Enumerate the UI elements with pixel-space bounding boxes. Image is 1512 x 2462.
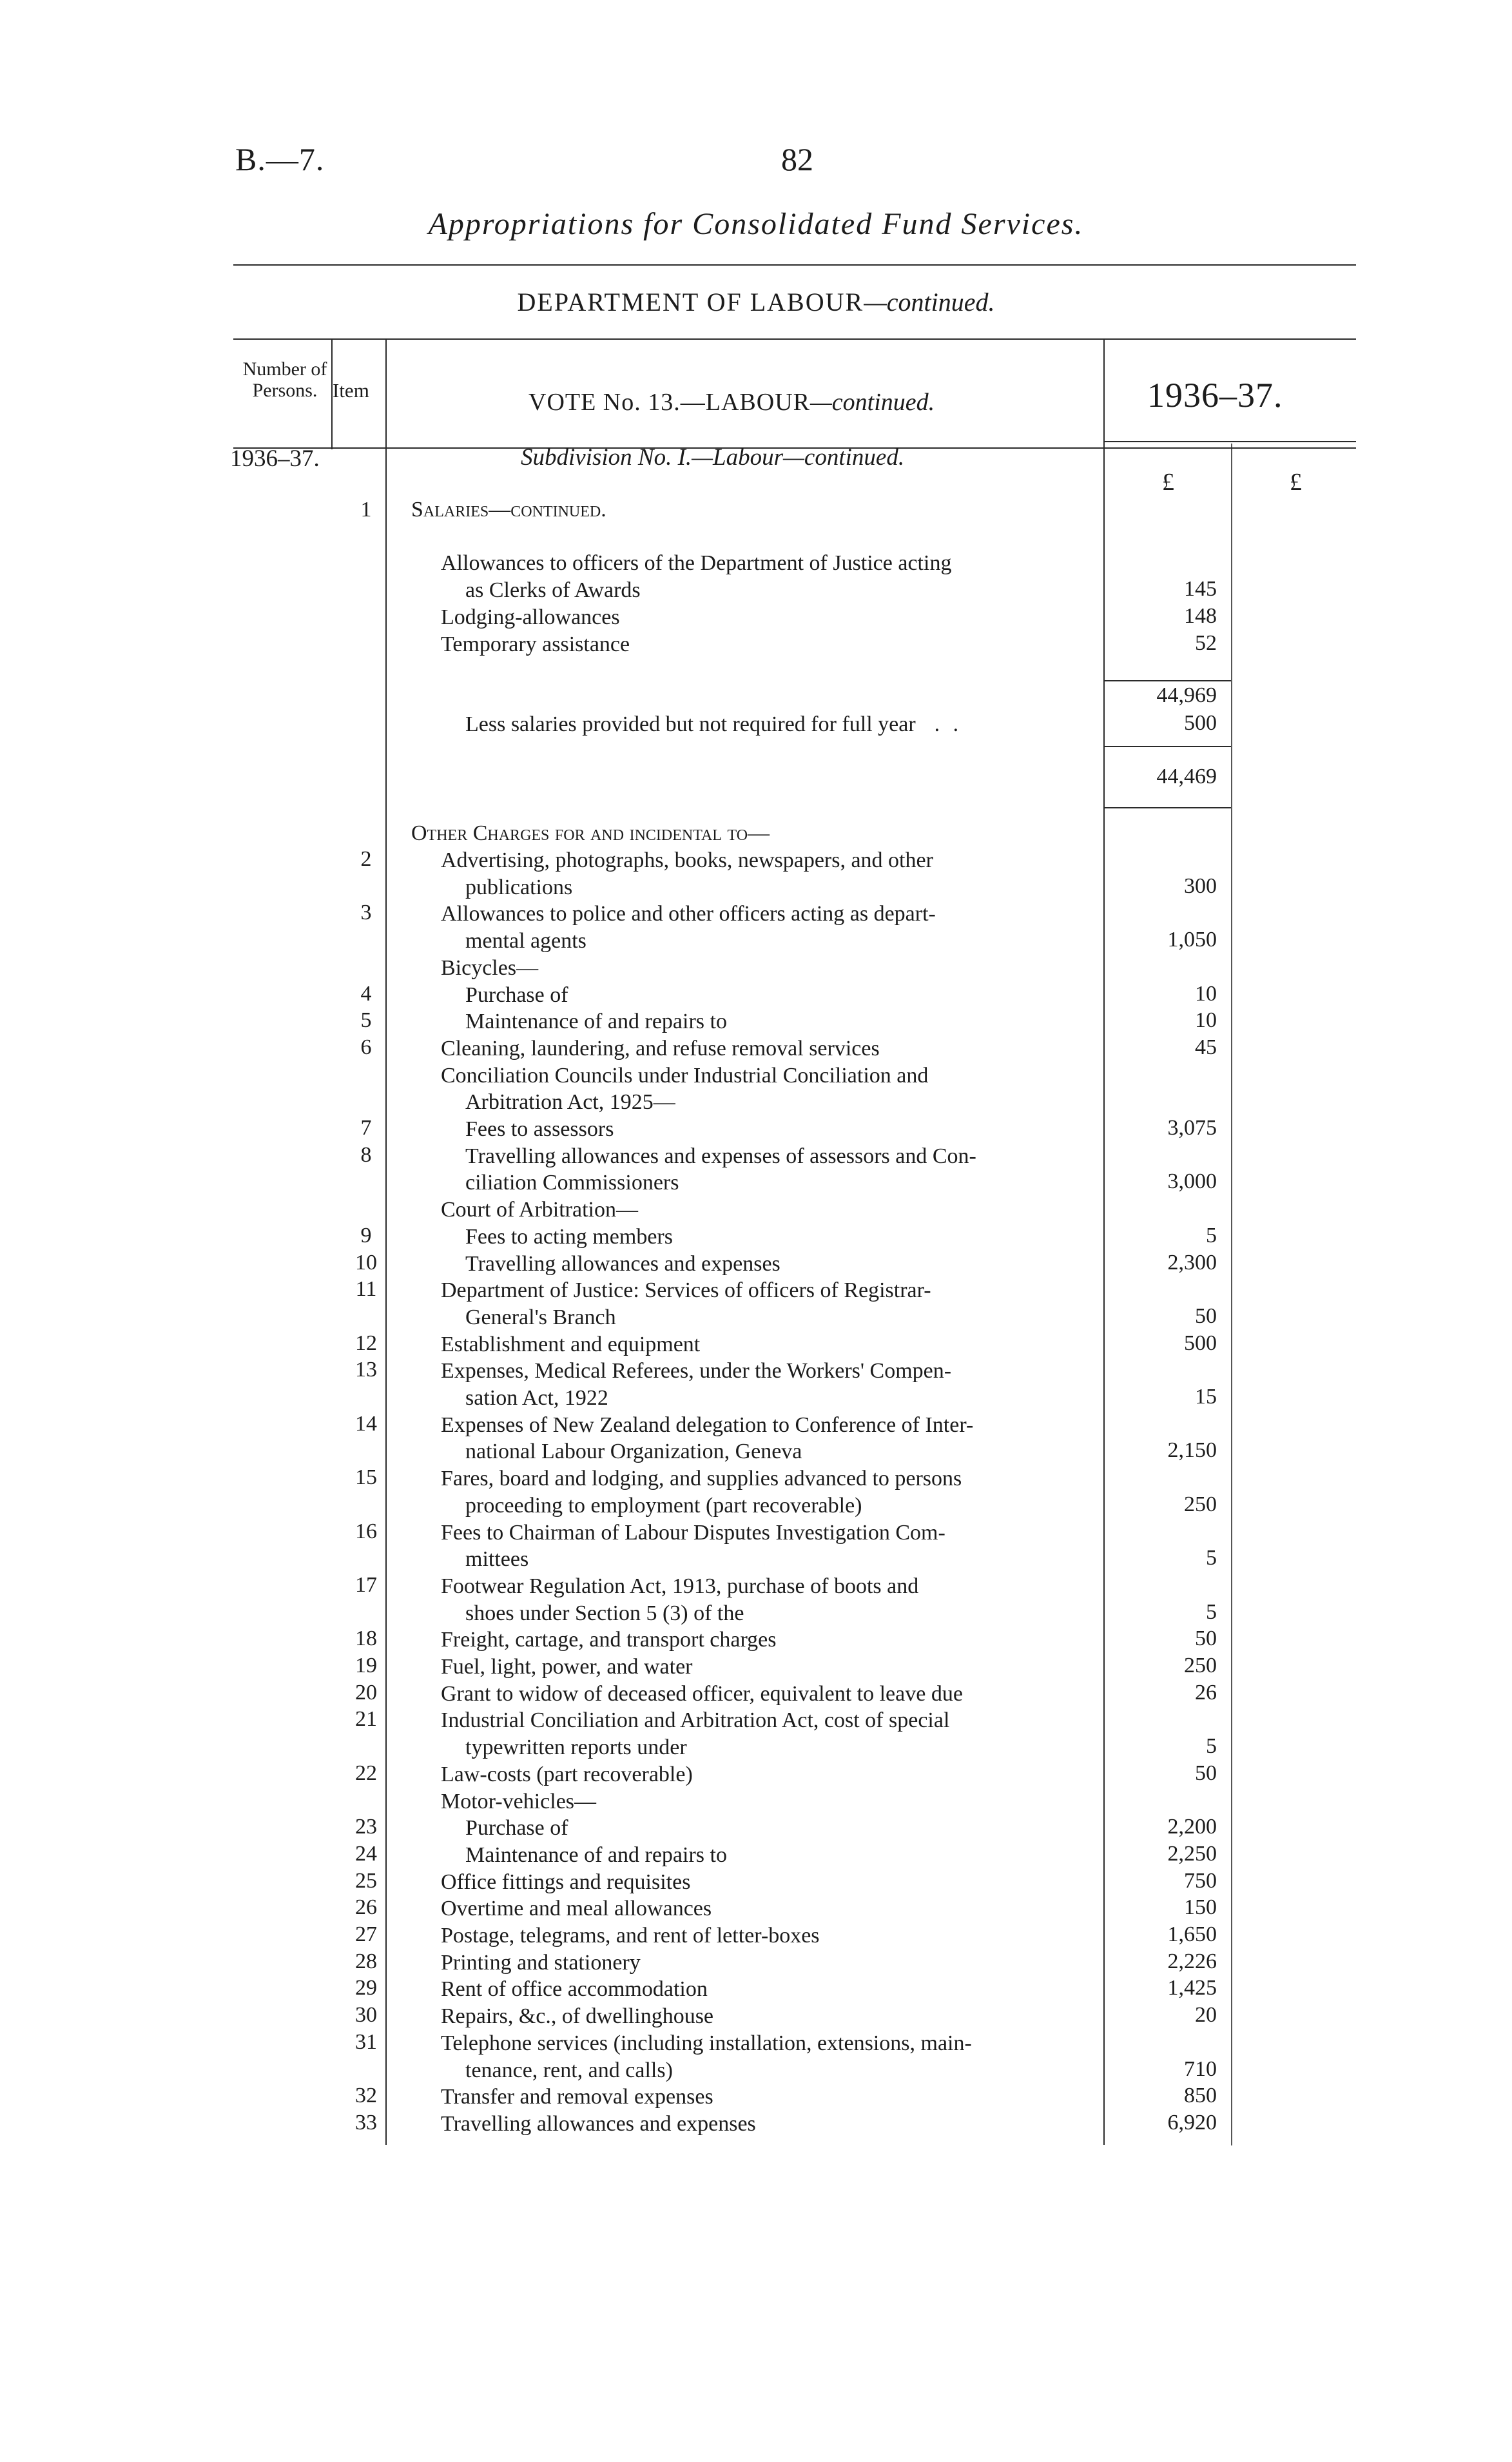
line-text: Purchase of: [465, 1816, 568, 1841]
line-amount: 5: [1206, 1734, 1217, 1759]
item-number: 12: [355, 1331, 377, 1355]
number-of-persons-header: Number of Persons.: [242, 358, 327, 401]
line-text: ciliation Commissioners: [465, 1171, 679, 1195]
line-amount: 50: [1195, 1627, 1217, 1651]
line-text: Overtime and meal allowances: [441, 1897, 712, 1921]
amount-mid-rule: [1231, 444, 1232, 2145]
line-amount: 10: [1195, 981, 1217, 1006]
line-amount: 1,425: [1167, 1976, 1217, 2000]
line-text: Department of Justice: Services of officers of Registrar-: [441, 1278, 931, 1303]
item-number: 13: [355, 1358, 377, 1382]
item-header: Item: [333, 379, 369, 402]
item-number: 26: [355, 1895, 377, 1920]
line-amount: 300: [1184, 874, 1217, 898]
item-number: 8: [360, 1142, 372, 1167]
line-text: Footwear Regulation Act, 1913, purchase of boots and: [441, 1574, 919, 1598]
line-amount: 15: [1195, 1385, 1217, 1409]
item-number: 5: [360, 1008, 372, 1033]
total-rule: [1103, 746, 1231, 747]
line-text: Cleaning, laundering, and refuse removal services: [441, 1036, 880, 1060]
item-number: 3: [360, 901, 372, 925]
line-text: Freight, cartage, and transport charges: [441, 1628, 777, 1652]
line-amount: 850: [1184, 2084, 1217, 2108]
line-amount: 6,920: [1167, 2110, 1217, 2135]
line-text: Expenses, Medical Referees, under the Workers' Compen-: [441, 1359, 952, 1383]
line-amount: 26: [1195, 1680, 1217, 1705]
item-number: 30: [355, 2003, 377, 2027]
line-text: shoes under Section 5 (3) of the: [465, 1601, 744, 1625]
line-amount: 50: [1195, 1761, 1217, 1785]
line-text: Telephone services (including installation, extensions, main-: [441, 2031, 972, 2055]
line-text: Transfer and removal expenses: [441, 2085, 713, 2109]
year-right: 1936–37.: [1147, 376, 1283, 415]
dot-leader: . .: [915, 712, 963, 736]
page-title: Appropriations for Consolidated Fund Services.: [428, 207, 1084, 241]
line-amount: 45: [1195, 1035, 1217, 1059]
line-text: Postage, telegrams, and rent of letter-boxes: [441, 1924, 820, 1948]
line-text: Rent of office accommodation: [441, 1977, 708, 2002]
line-text: Advertising, photographs, books, newspapers, and other: [441, 848, 933, 872]
item-number: 27: [355, 1922, 377, 1946]
line-amount: 50: [1195, 1304, 1217, 1328]
line-text: Purchase of: [465, 982, 568, 1007]
year-underline: [1103, 441, 1356, 442]
title-rule: [233, 264, 1356, 266]
line-amount: 145: [1184, 577, 1217, 601]
line-amount: 750: [1184, 1868, 1217, 1893]
line-text: as Clerks of Awards: [465, 578, 641, 602]
item-number: 25: [355, 1868, 377, 1893]
line-text: General's Branch: [465, 1305, 616, 1329]
item-number: 16: [355, 1519, 377, 1543]
line-text: Travelling allowances and expenses: [441, 2111, 756, 2136]
line-amount: 52: [1195, 631, 1217, 655]
item-number: 22: [355, 1761, 377, 1785]
line-text: Travelling allowances and expenses of assessors and Con-: [465, 1144, 976, 1168]
line-amount: 5: [1206, 1599, 1217, 1624]
subtotal-rule: [1103, 680, 1231, 681]
pound-sign-right: £: [1290, 469, 1302, 496]
line-amount: 2,300: [1167, 1250, 1217, 1275]
item-number: 20: [355, 1680, 377, 1705]
line-text: national Labour Organization, Geneva: [465, 1440, 802, 1464]
line-amount: 3,000: [1167, 1169, 1217, 1194]
line-text: Law-costs (part recoverable): [441, 1762, 693, 1786]
department-heading: [0, 287, 1512, 317]
item-number: 4: [360, 981, 372, 1006]
less-salaries-text: [465, 711, 962, 738]
line-text: Office fittings and requisites: [441, 1870, 691, 1894]
line-amount: 1,050: [1167, 928, 1217, 952]
salaries-item-number: 1: [360, 498, 372, 522]
item-number: 14: [355, 1411, 377, 1436]
line-text: mental agents: [465, 929, 586, 953]
line-amount: 250: [1184, 1492, 1217, 1516]
line-text: Expenses of New Zealand delegation to Conference of Inter-: [441, 1412, 974, 1437]
line-text: mittees: [465, 1547, 529, 1572]
item-number: 33: [355, 2110, 377, 2135]
item-number: 24: [355, 1841, 377, 1866]
line-text: Fees to assessors: [465, 1117, 614, 1141]
line-text: tenance, rent, and calls): [465, 2058, 673, 2082]
line-text: Fares, board and lodging, and supplies advanced to persons: [441, 1467, 962, 1491]
table-top-rule: [233, 338, 1356, 340]
item-number: 32: [355, 2084, 377, 2108]
line-amount: 2,250: [1167, 1841, 1217, 1866]
item-number: 21: [355, 1707, 377, 1732]
line-text: Repairs, &c., of dwellinghouse: [441, 2004, 714, 2029]
line-text: Conciliation Councils under Industrial Conciliation and: [441, 1063, 929, 1088]
line-amount: 3,075: [1167, 1116, 1217, 1140]
line-text: Court of Arbitration—: [441, 1198, 638, 1222]
line-text: Bicycles—: [441, 955, 539, 980]
line-text: Motor-vehicles—: [441, 1789, 597, 1813]
line-text: Allowances to officers of the Department of Justice acting: [441, 551, 952, 575]
line-amount: 2,150: [1167, 1438, 1217, 1463]
item-number: 11: [355, 1277, 377, 1302]
line-text: Travelling allowances and expenses: [465, 1251, 780, 1276]
vote-title: [528, 388, 935, 416]
line-text: Allowances to police and other officers acting as depart-: [441, 902, 936, 926]
line-text: sation Act, 1922: [465, 1386, 608, 1410]
line-text: Fuel, light, power, and water: [441, 1655, 693, 1679]
line-amount: 1,650: [1167, 1922, 1217, 1946]
vote-title-suffix: —continued.: [809, 389, 935, 416]
item-number: 10: [355, 1250, 377, 1275]
total-bottom-rule: [1103, 807, 1231, 808]
item-number: 18: [355, 1627, 377, 1651]
item-number: 17: [355, 1572, 377, 1597]
item-column-rule: [385, 340, 387, 2145]
line-amount: 5: [1206, 1223, 1217, 1247]
line-amount: 710: [1184, 2057, 1217, 2081]
vote-title-main: VOTE No. 13.—LABOUR: [528, 389, 810, 416]
item-number: 6: [360, 1035, 372, 1059]
item-number: 7: [360, 1116, 372, 1140]
item-number: 23: [355, 1815, 377, 1839]
pound-sign-left: £: [1162, 469, 1174, 496]
report-reference: B.—7.: [235, 141, 325, 177]
line-amount: 5: [1206, 1546, 1217, 1570]
salaries-subtotal: 44,969: [1156, 683, 1217, 707]
salaries-total: 44,469: [1156, 765, 1217, 788]
item-number: 2: [360, 847, 372, 871]
less-salaries-label: Less salaries provided but not required for full year: [465, 712, 916, 736]
item-number: 29: [355, 1976, 377, 2000]
line-amount: 2,226: [1167, 1949, 1217, 1973]
year-left: 1936–37.: [230, 445, 320, 472]
department-suffix: —continued.: [864, 288, 995, 317]
line-text: publications: [465, 875, 573, 899]
item-number: 15: [355, 1465, 377, 1490]
line-text: proceeding to employment (part recoverable): [465, 1493, 862, 1518]
line-text: Printing and stationery: [441, 1950, 641, 1975]
item-number: 9: [360, 1223, 372, 1247]
line-text: Fees to Chairman of Labour Disputes Investigation Com-: [441, 1520, 945, 1545]
less-salaries-amount: 500: [1184, 711, 1217, 735]
line-text: Maintenance of and repairs to: [465, 1842, 727, 1867]
page-number: 82: [781, 141, 813, 177]
item-number: 28: [355, 1949, 377, 1973]
line-text: typewritten reports under: [465, 1735, 687, 1760]
item-number: 19: [355, 1654, 377, 1677]
amount-left-rule: [1103, 340, 1105, 2145]
item-number: 31: [355, 2029, 377, 2054]
line-amount: 10: [1195, 1008, 1217, 1033]
line-text: Maintenance of and repairs to: [465, 1010, 727, 1034]
line-text: Temporary assistance: [441, 632, 630, 656]
line-text: Arbitration Act, 1925—: [465, 1090, 675, 1115]
line-text: Industrial Conciliation and Arbitration Act, cost of special: [441, 1708, 950, 1733]
line-amount: 148: [1184, 604, 1217, 628]
other-charges-heading: Other Charges for and incidental to—: [411, 821, 770, 845]
subdivision-heading: Subdivision No. I.—Labour—continued.: [521, 444, 905, 471]
line-amount: 250: [1184, 1654, 1217, 1677]
line-text: Establishment and equipment: [441, 1332, 701, 1356]
line-amount: 150: [1184, 1895, 1217, 1920]
line-amount: 2,200: [1167, 1815, 1217, 1839]
department-name: DEPARTMENT OF LABOUR: [517, 288, 864, 317]
line-text: Fees to acting members: [465, 1224, 673, 1249]
line-amount: 20: [1195, 2003, 1217, 2027]
line-amount: 500: [1184, 1331, 1217, 1355]
line-text: Grant to widow of deceased officer, equivalent to leave due: [441, 1681, 963, 1706]
line-text: Lodging-allowances: [441, 605, 620, 629]
salaries-heading: Salaries—continued.: [411, 498, 606, 522]
